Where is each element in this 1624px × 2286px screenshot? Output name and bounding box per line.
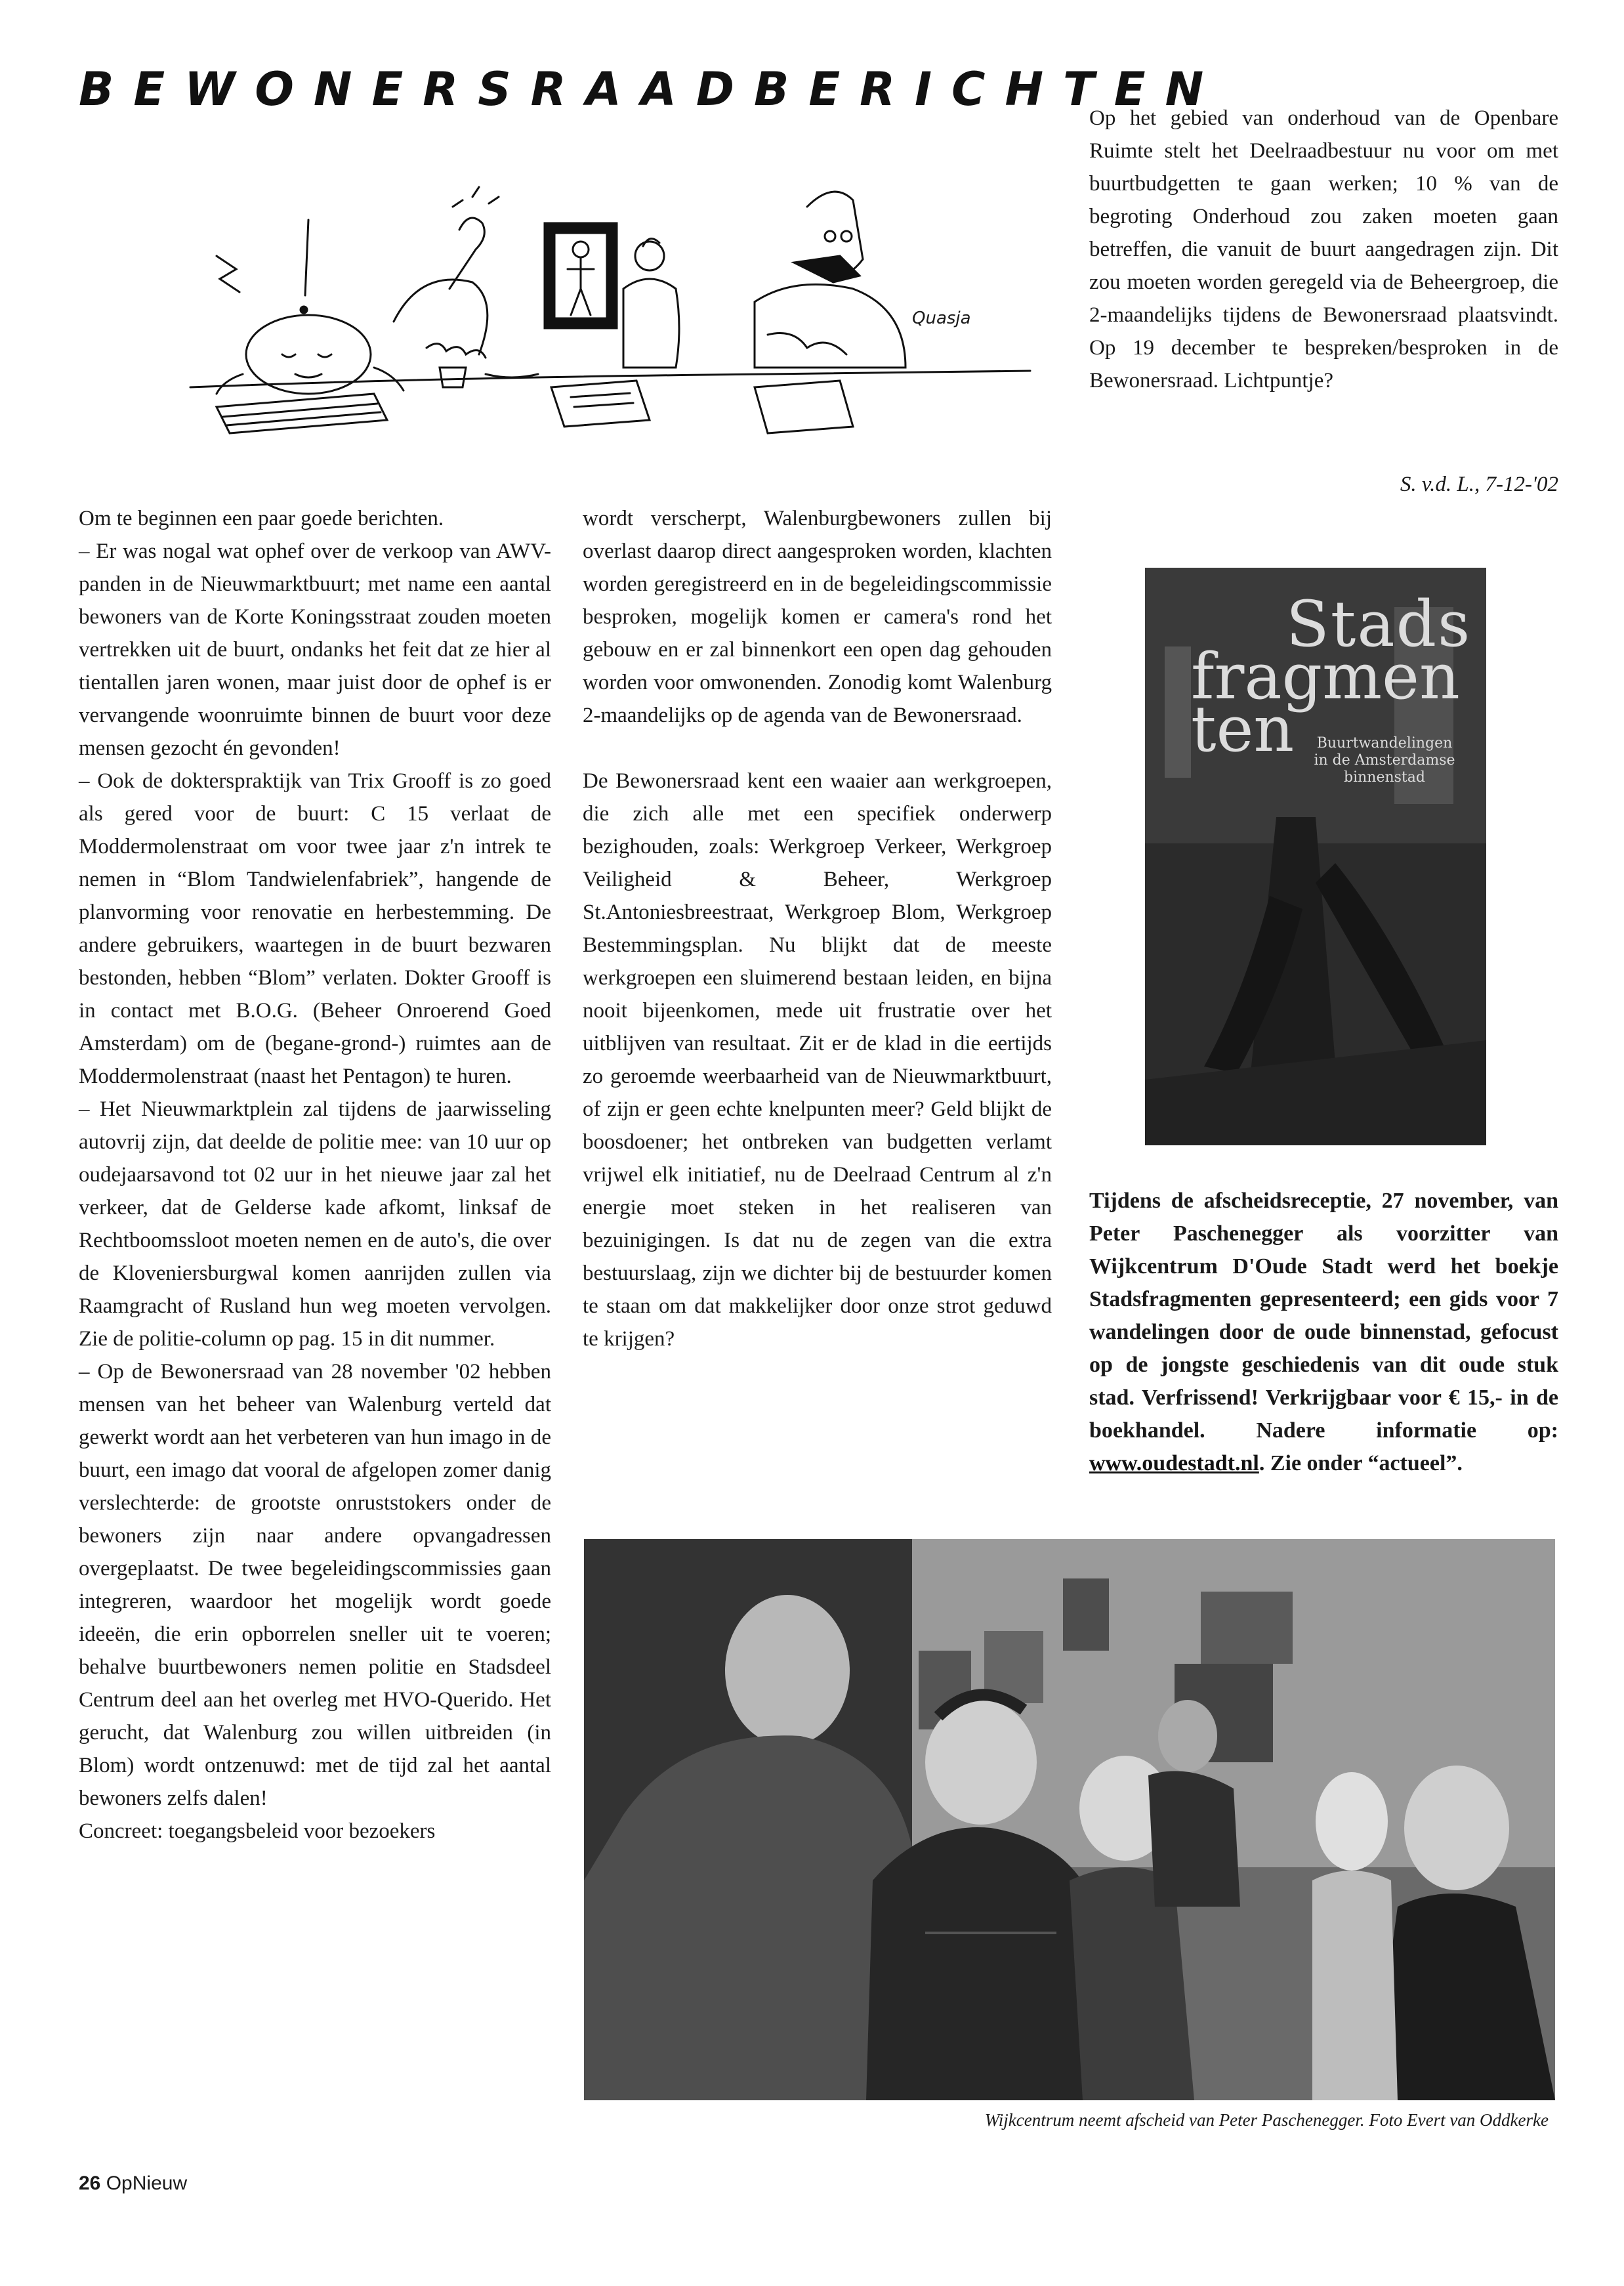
- column-left: [79, 502, 551, 1848]
- book-subtitle-line: in de Amsterdamse: [1314, 752, 1455, 769]
- paragraph: – Het Nieuwmarktplein zal tijdens de jaarwisseling autovrij zijn, dat deelde de politie mee: van 10 uur op oudejaarsavond tot 02 uur in het nieuwe jaar zal het verkeer, dat de Gelderse kade afkomt, linksaf de Rechtboomssloot moeten nemen en de auto's, die over de Kloveniersburgwal komen aanrijden zullen via Raamgracht of Rusland hun weg moeten vervolgen. Zie de politie-column op pag. 15 in dit nummer.: [79, 1097, 551, 1351]
- website-link[interactable]: www.oudestadt.nl: [1089, 1451, 1259, 1475]
- column-middle: [583, 502, 1052, 1355]
- paragraph: De Bewonersraad kent een waaier aan werkgroepen, die zich alle met een specifiek onderwerp bezighouden, zoals: Werkgroep Verkeer, Werkgroep Veiligheid & Beheer, Werkgroep St.Antoniesbreestraat, Werkgroep Blom, Werkgroep Bestemmingsplan. Nu blijkt dat de meeste werkgroepen een sluimerend bestaan leiden, en bijna nooit bijeenkomen, mede uit frustratie over het uitblijven van resultaat. Zit er de klad in die eertijds zo geroemde weerbaarheid van de Nieuwmarktbuurt, of zijn er geen echte knelpunten meer? Geld blijkt de boosdoener; het ontbreken van budgetten verlamt vrijwel elk initiatief, nu de Deelraad Centrum al z'n energie moet steken in het realiseren van bezuinigingen. Is dat nu de zegen van die extra bestuurslaag, zijn we dichter bij de bestuurder komen te staan om dat makkelijker door onze strot geduwd te krijgen?: [583, 769, 1052, 1351]
- book-title-line1: Stads: [1286, 587, 1472, 661]
- paragraph: Om te beginnen een paar goede berichten.: [79, 507, 444, 530]
- column-right-top: [1089, 102, 1558, 397]
- book-subtitle: [1312, 735, 1457, 786]
- book-caption-tail: . Zie onder “actueel”.: [1259, 1451, 1463, 1475]
- book-title-line3: ten: [1191, 692, 1295, 766]
- cartoon-illustration: [177, 158, 1043, 466]
- book-cover-image: [1145, 568, 1486, 1145]
- paragraph: Op het gebied van onderhoud van de Openbare Ruimte stelt het Deelraadbestuur nu voor om met buurtbudgetten te gaan werken; 10 % van de begroting Onderhoud zou zaken moeten gaan betreffen, die vanuit de buurt aangedragen zijn. Dit zou moeten worden geregeld via de Beheergroep, die 2-maandelijks tijdens de Bewonersraad plaatsvindt. Op 19 december te bespreken/besproken in de Bewonersraad. Lichtpuntje?: [1089, 106, 1558, 392]
- book-subtitle-line: binnenstad: [1344, 769, 1425, 786]
- photo-caption: Wijkcentrum neemt afscheid van Peter Paschenegger. Foto Evert van Oddkerke: [984, 2110, 1549, 2130]
- paragraph: – Op de Bewonersraad van 28 november '02 hebben mensen van het beheer van Walenburg verteld dat gewerkt wordt aan het verbeteren van hun imago in de buurt, een imago dat vooral de afgelopen zomer danig verslechterde: de grootste onruststokers onder de bewoners zijn naar andere opvangadressen overgeplaatst. De twee begeleidingscommissies gaan integreren, waardoor het mogelijk wordt goede ideeën, die erin opborrelen sneller uit te voeren; behalve buurtbewoners nemen politie en Stadsdeel Centrum deel aan het overleg met HVO-Querido. Het gerucht, dat Walenburg zou willen uitbreiden (in Blom) wordt ontzenuwd: met de tijd zal het aantal bewoners zelfs dalen!: [79, 1360, 551, 1810]
- page-number: 26: [79, 2172, 101, 2194]
- book-caption-text: Tijdens de afscheidsreceptie, 27 november, van Peter Paschenegger als voorzitter van Wijkcentrum D'Oude Stadt werd het boekje Stadsfragmenten gepresenteerd; een gids voor 7 wandelingen door de oude binnenstad, gefocust op de jongste geschiedenis van dit oude stuk stad. Verfrissend! Verkrijgbaar voor € 15,- in de boekhandel. Nadere informatie op:: [1089, 1189, 1558, 1443]
- book-title-line2: fragmen: [1191, 640, 1460, 713]
- paragraph: Concreet: toegangsbeleid voor bezoekers: [79, 1819, 436, 1843]
- paragraph: – Ook de dokterspraktijk van Trix Grooff is zo goed als gered voor de buurt: C 15 verlaat de Moddermolenstraat om voor twee jaar z'n intrek te nemen in “Blom Tandwielenfabriek”, hangende de planvorming voor renovatie en herbestemming. De andere gebruikers, waartegen in de buurt bezwaren bestonden, hebben “Blom” verlaten. Dokter Grooff is in contact met B.O.G. (Beheer Onroerend Goed Amsterdam) om de (begane-grond-) ruimtes aan de Moddermolenstraat (naast het Pentagon) te huren.: [79, 769, 551, 1088]
- paragraph: wordt verscherpt, Walenburgbewoners zullen bij overlast daarop direct aangesproken worden, klachten worden geregistreerd en in de begeleidingscommissie besproken, mogelijk komen er camera's rond het gebouw en er zal binnenkort een open dag gehouden worden voor omwonenden. Zonodig komt Walenburg 2-maandelijks op de agenda van de Bewonersraad.: [583, 507, 1052, 727]
- section-title: BEWONERSRAADBERICHTEN: [79, 62, 1224, 116]
- magazine-name: OpNieuw: [106, 2172, 188, 2194]
- page-footer: [79, 2172, 187, 2195]
- cartoon-signature: Quasja: [912, 308, 971, 328]
- book-subtitle-line: Buurtwandelingen: [1316, 735, 1453, 751]
- book-caption: [1089, 1185, 1558, 1480]
- paragraph: – Er was nogal wat ophef over de verkoop van AWV-panden in de Nieuwmarktbuurt; met name een aantal bewoners van de Korte Koningsstraat zouden moeten vertrekken uit de buurt, ondanks het feit dat ze hier al tientallen jaren wonen, maar juist door de ophef is er vervangende woonruimte binnen de buurt voor deze mensen gezocht én gevonden!: [79, 540, 551, 760]
- author-signature: S. v.d. L., 7-12-'02: [1400, 473, 1558, 496]
- reception-photo: [584, 1539, 1555, 2100]
